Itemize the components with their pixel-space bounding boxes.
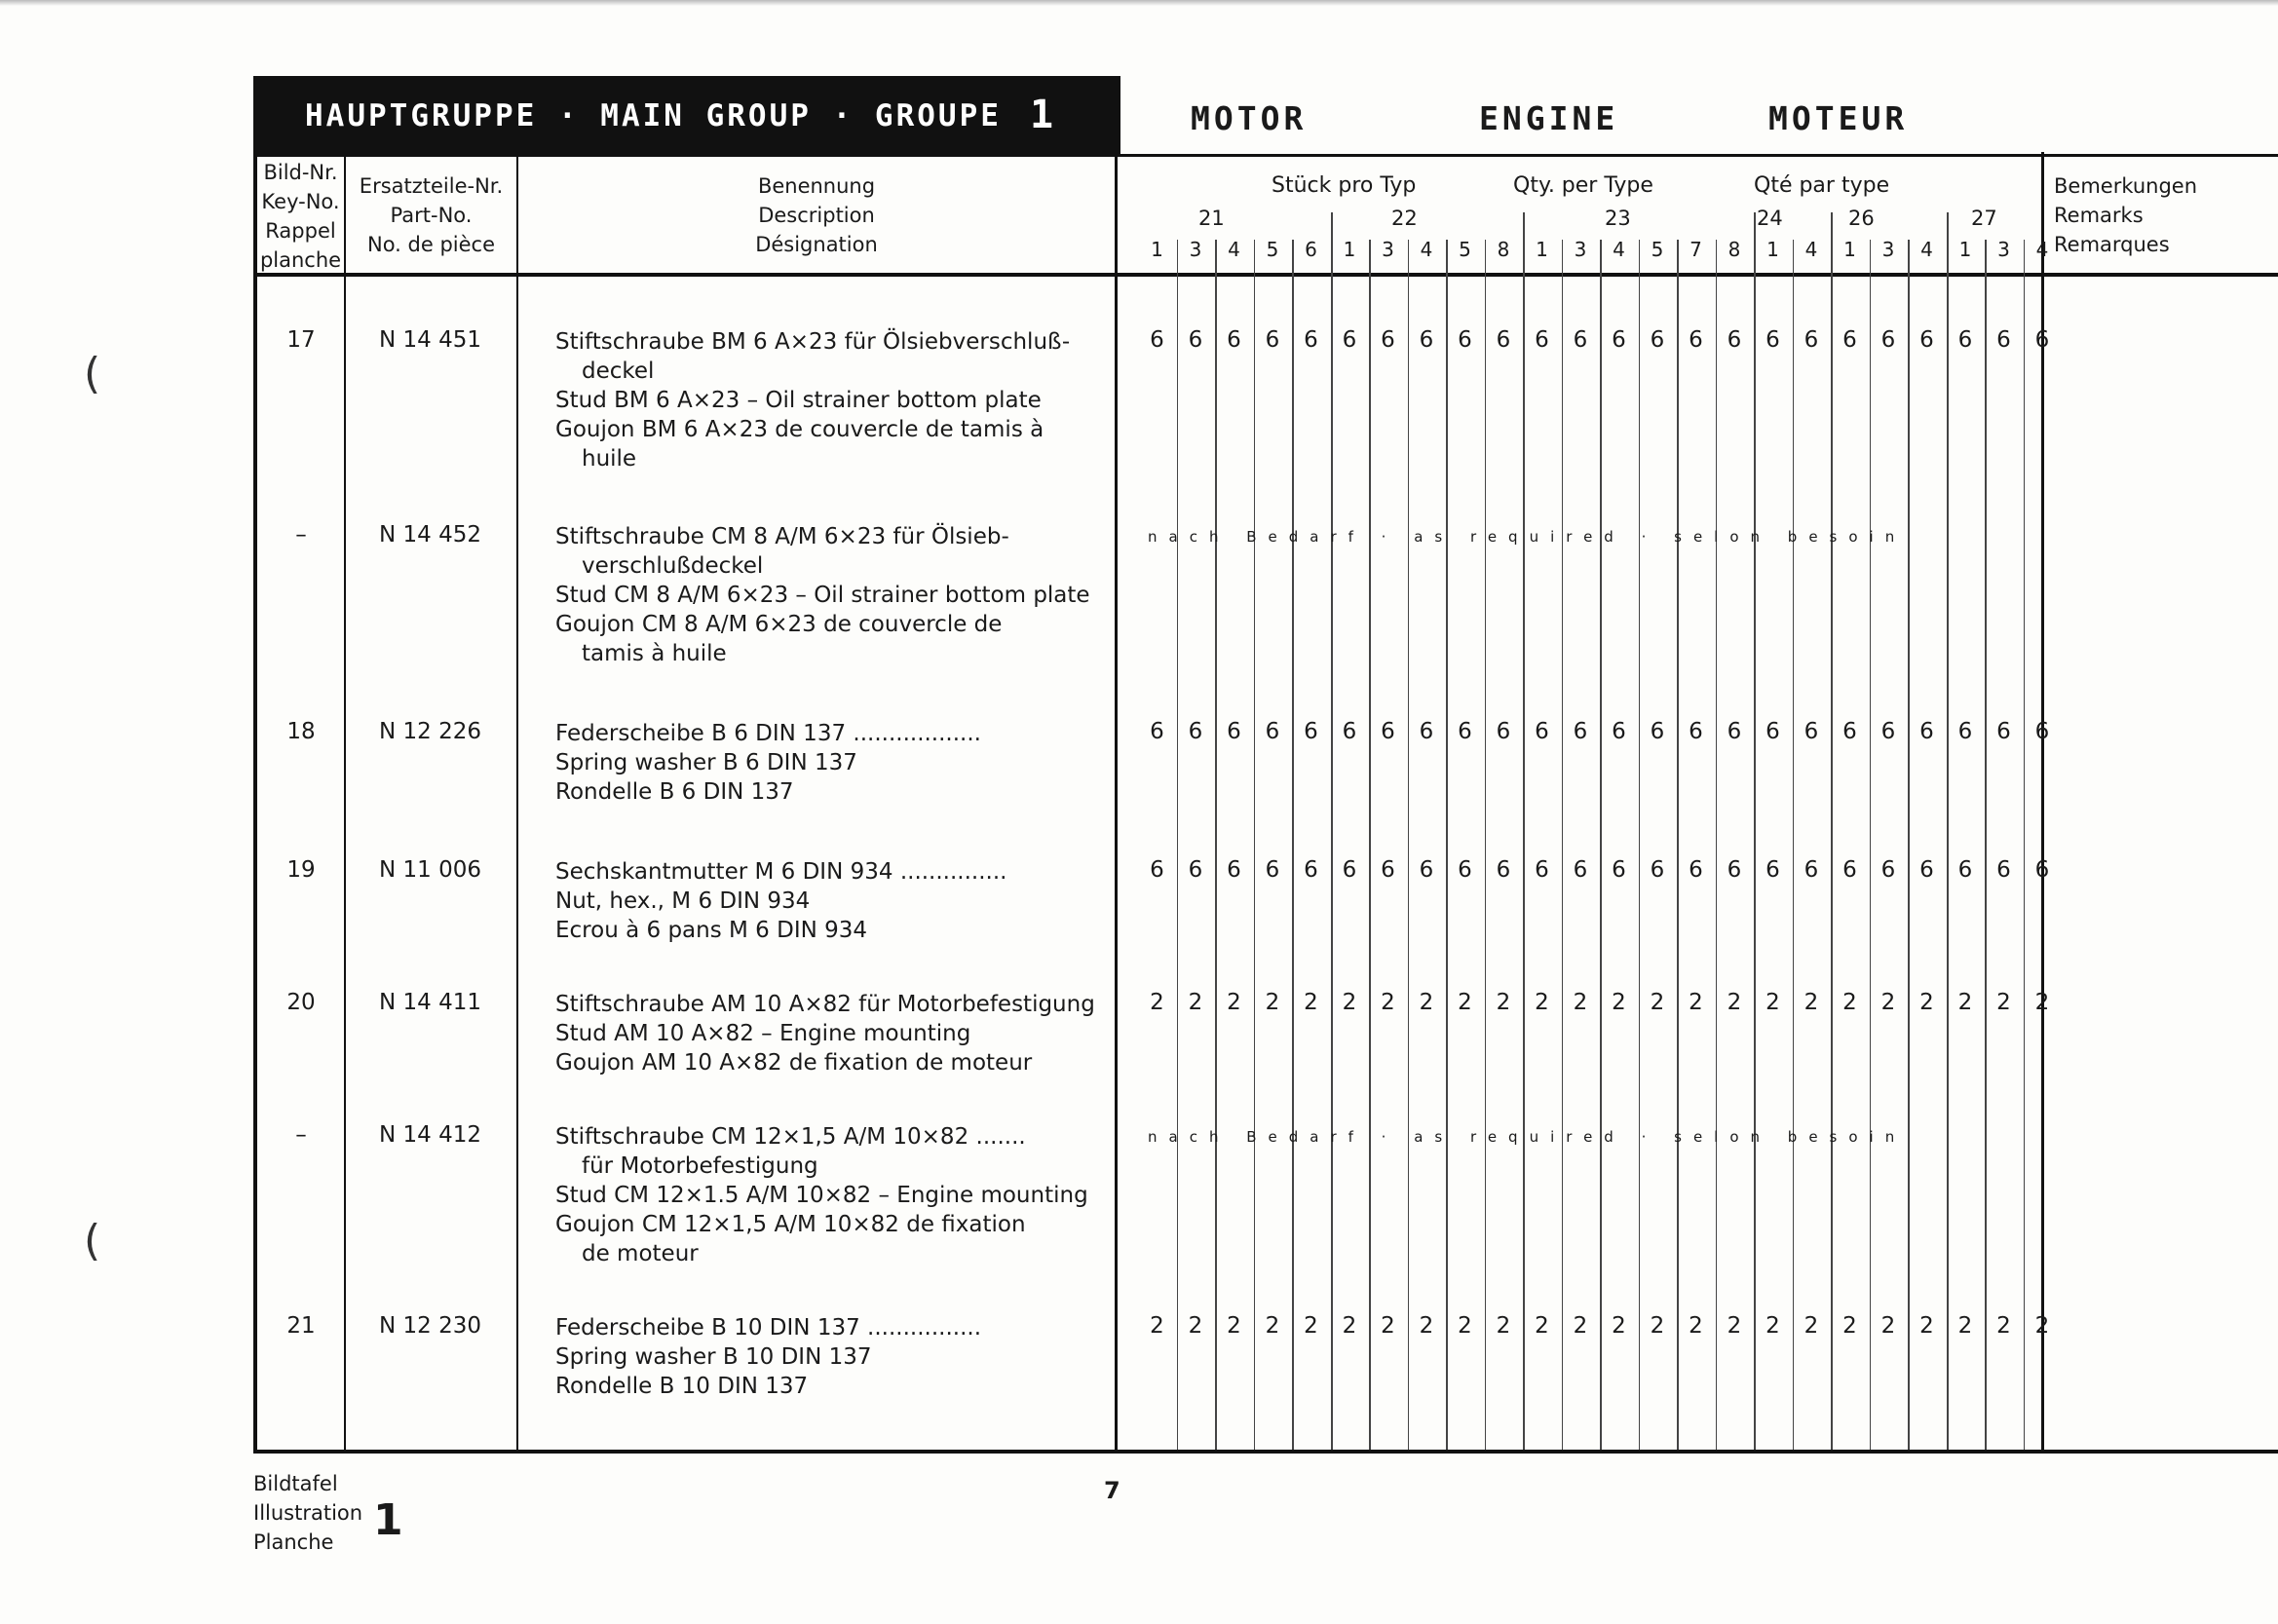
quantity-cell: 2 — [1803, 1313, 1819, 1339]
qty-header-de: Stück pro Typ — [1272, 173, 1417, 198]
sub-type-label: 1 — [1343, 238, 1356, 261]
description-line: Ecrou à 6 pans M 6 DIN 934 — [555, 918, 868, 943]
sub-type-label: 4 — [1613, 238, 1625, 261]
quantity-cell: 2 — [1689, 1313, 1703, 1339]
sub-type-label: 3 — [1382, 238, 1394, 261]
quantity-cell: 6 — [1265, 327, 1280, 353]
quantity-cell: 6 — [1496, 327, 1511, 353]
quantity-cell: 6 — [1880, 857, 1896, 883]
sub-type-label: 3 — [1574, 238, 1587, 261]
quantity-cell: 6 — [1227, 719, 1241, 744]
key-number: 17 — [286, 327, 316, 353]
qty-col-divider — [1177, 240, 1179, 1450]
quantity-cell: 6 — [1573, 857, 1588, 883]
column-head-rule — [253, 273, 2278, 277]
quantity-cell: 6 — [1535, 719, 1549, 744]
sub-type-label: 4 — [1420, 238, 1433, 261]
part-description — [555, 327, 1096, 473]
quantity-cell: 2 — [1304, 990, 1318, 1015]
description-line: tamis à huile — [582, 641, 727, 666]
quantity-cell: 6 — [1957, 327, 1973, 353]
sub-type-label: 4 — [1804, 238, 1818, 261]
quantity-cell: 2 — [1458, 1313, 1472, 1339]
quantity-cell: 6 — [1535, 327, 1549, 353]
quantity-cell: 2 — [1150, 1313, 1164, 1339]
part-description — [555, 522, 1096, 668]
part-number: N 14 451 — [379, 327, 481, 353]
quantity-cell: 6 — [1304, 857, 1318, 883]
description-line: Nut, hex., M 6 DIN 934 — [555, 888, 811, 914]
quantity-cell: 2 — [1419, 1313, 1434, 1339]
description-line: Stud CM 12×1.5 A/M 10×82 – Engine mounting — [555, 1183, 1088, 1208]
description-line: Sechskantmutter M 6 DIN 934 ............... — [555, 859, 1007, 885]
quantity-cell: 2 — [1842, 990, 1857, 1015]
quantity-cell: 2 — [1765, 990, 1780, 1015]
description-line: Federscheibe B 10 DIN 137 ................ — [555, 1315, 981, 1341]
key-col-header: Bild-Nr. Key-No. Rappel planche — [259, 161, 342, 272]
qty-col-divider — [1716, 240, 1718, 1450]
quantity-cell: 6 — [1573, 327, 1588, 353]
qty-col-divider — [1331, 212, 1333, 1450]
quantity-cell: 2 — [1304, 1313, 1318, 1339]
type-group-22: 22 — [1391, 207, 1418, 230]
quantity-cell: 6 — [1650, 857, 1665, 883]
group-number: 1 — [1030, 93, 1057, 137]
quantity-cell: 6 — [1689, 857, 1703, 883]
type-group-21: 21 — [1198, 207, 1225, 230]
quantity-cell: 6 — [1880, 719, 1896, 744]
qty-col-divider — [1254, 240, 1256, 1450]
as-required-note: nach Bedarf · as required · selon besoin — [1148, 1128, 1907, 1146]
scan-edge — [0, 0, 2278, 6]
quantity-cell: 6 — [1880, 327, 1896, 353]
description-line: Goujon CM 12×1,5 A/M 10×82 de fixation — [555, 1212, 1026, 1237]
sub-type-label: 5 — [1459, 238, 1471, 261]
quantity-cell: 2 — [1381, 990, 1395, 1015]
qty-col-divider — [1639, 240, 1641, 1450]
part-description — [555, 990, 1096, 1077]
quantity-cell: 6 — [1496, 857, 1511, 883]
key-number: – — [295, 522, 307, 548]
description-line: Stud AM 10 A×82 – Engine mounting — [555, 1021, 971, 1046]
quantity-cell: 2 — [1880, 990, 1896, 1015]
quantity-cell: 2 — [1919, 990, 1934, 1015]
title-de: MOTOR — [1191, 99, 1308, 137]
quantity-cell: 2 — [1496, 990, 1511, 1015]
quantity-cell: 6 — [1612, 857, 1626, 883]
quantity-cell: 6 — [1996, 327, 2011, 353]
part-number: N 14 452 — [379, 522, 481, 548]
quantity-cell: 6 — [1727, 857, 1742, 883]
key-number: 18 — [286, 719, 316, 744]
part-number: N 12 226 — [379, 719, 481, 744]
quantity-cell: 6 — [1381, 719, 1395, 744]
group-label: HAUPTGRUPPE · MAIN GROUP · GROUPE — [305, 98, 1002, 133]
quantity-cell: 2 — [1150, 990, 1164, 1015]
quantity-cell: 6 — [1188, 719, 1203, 744]
sub-type-label: 5 — [1651, 238, 1664, 261]
description-line: Goujon AM 10 A×82 de fixation de moteur — [555, 1050, 1033, 1076]
quantity-cell: 6 — [1419, 719, 1434, 744]
quantity-cell: 6 — [1765, 857, 1780, 883]
qty-col-divider — [1870, 240, 1872, 1450]
quantity-cell: 2 — [1727, 1313, 1742, 1339]
description-line: huile — [582, 446, 637, 472]
title-fr: MOTEUR — [1768, 99, 1909, 137]
quantity-cell: 6 — [1458, 719, 1472, 744]
quantity-cell: 6 — [1573, 719, 1588, 744]
description-line: Stiftschraube AM 10 A×82 für Motorbefestigung — [555, 992, 1095, 1017]
table-bottom-rule — [253, 1450, 2278, 1454]
quantity-cell: 6 — [1842, 857, 1857, 883]
quantity-cell: 2 — [1612, 990, 1626, 1015]
parts-table-sheet — [253, 76, 2278, 1452]
quantity-cell: 2 — [1689, 990, 1703, 1015]
type-group-27: 27 — [1971, 207, 1997, 230]
desc-col-header: Benennung Description Désignation — [755, 174, 878, 256]
quantity-cell: 2 — [1919, 1313, 1934, 1339]
main-group-banner — [253, 76, 1120, 156]
qty-header-en: Qty. per Type — [1513, 173, 1653, 198]
quantity-cell: 6 — [1496, 719, 1511, 744]
quantity-cell: 6 — [1919, 857, 1934, 883]
description-line: Stud CM 8 A/M 6×23 – Oil strainer bottom plate — [555, 583, 1090, 608]
description-line: Stiftschraube BM 6 A×23 für Ölsiebverschluß- — [555, 329, 1071, 355]
quantity-cell: 6 — [1689, 327, 1703, 353]
quantity-cell: 2 — [1227, 990, 1241, 1015]
quantity-cell: 2 — [1650, 990, 1665, 1015]
part-col-header: Ersatzteile-Nr. Part-No. No. de pièce — [359, 174, 504, 256]
quantity-cell: 6 — [1265, 719, 1280, 744]
quantity-cell: 2 — [1727, 990, 1742, 1015]
quantity-cell: 6 — [1458, 327, 1472, 353]
quantity-cell: 2 — [1342, 1313, 1357, 1339]
punch-hole-mark: ( — [84, 349, 101, 398]
quantity-cell: 2 — [1381, 1313, 1395, 1339]
qty-col-divider — [1754, 212, 1756, 1450]
page-number: 7 — [1104, 1477, 1120, 1504]
remarks-col-header: Bemerkungen Remarks Remarques — [2054, 174, 2198, 256]
quantity-cell: 6 — [1381, 857, 1395, 883]
quantity-cell: 6 — [1458, 857, 1472, 883]
col-divider — [516, 156, 518, 1452]
quantity-cell: 6 — [2034, 719, 2050, 744]
quantity-cell: 6 — [1381, 327, 1395, 353]
quantity-cell: 6 — [1765, 719, 1780, 744]
description-line: verschlußdeckel — [582, 553, 764, 579]
quantity-cell: 2 — [1957, 990, 1973, 1015]
quantity-cell: 6 — [1342, 327, 1357, 353]
quantity-cell: 2 — [2034, 990, 2050, 1015]
quantity-cell: 2 — [1996, 990, 2011, 1015]
quantity-cell: 2 — [1419, 990, 1434, 1015]
sub-type-label: 1 — [1958, 238, 1972, 261]
quantity-cell: 6 — [1765, 327, 1780, 353]
quantity-cell: 6 — [1650, 327, 1665, 353]
quantity-cell: 6 — [1996, 857, 2011, 883]
quantity-cell: 6 — [1188, 327, 1203, 353]
quantity-cell: 2 — [1188, 990, 1203, 1015]
qty-col-divider — [1600, 240, 1602, 1450]
qty-col-divider — [1215, 240, 1217, 1450]
part-number: N 11 006 — [379, 857, 481, 883]
qty-col-divider — [1831, 212, 1833, 1450]
quantity-cell: 6 — [1803, 327, 1819, 353]
type-group-26: 26 — [1848, 207, 1875, 230]
quantity-cell: 2 — [1573, 990, 1588, 1015]
qty-col-divider — [1562, 240, 1564, 1450]
quantity-cell: 2 — [1265, 1313, 1280, 1339]
qty-col-divider — [1369, 240, 1371, 1450]
quantity-cell: 6 — [1919, 719, 1934, 744]
plate-label: Bildtafel Illustration Planche — [253, 1472, 363, 1554]
sub-type-label: 1 — [1151, 238, 1163, 261]
quantity-cell: 6 — [1650, 719, 1665, 744]
qty-col-divider — [1485, 240, 1487, 1450]
quantity-cell: 6 — [1419, 857, 1434, 883]
quantity-cell: 6 — [1342, 719, 1357, 744]
quantity-cell: 2 — [1996, 1313, 2011, 1339]
sub-type-label: 1 — [1843, 238, 1856, 261]
qty-col-divider — [1793, 240, 1795, 1450]
description-line: Stiftschraube CM 12×1,5 A/M 10×82 ....... — [555, 1124, 1026, 1150]
quantity-cell: 2 — [1458, 990, 1472, 1015]
punch-hole-mark: ( — [84, 1216, 101, 1265]
quantity-cell: 2 — [1265, 990, 1280, 1015]
quantity-cell: 6 — [2034, 327, 2050, 353]
quantity-cell: 6 — [1996, 719, 2011, 744]
part-description — [555, 1122, 1096, 1268]
type-group-24: 24 — [1757, 207, 1783, 230]
type-group-23: 23 — [1605, 207, 1631, 230]
key-number: – — [295, 1122, 307, 1148]
part-number: N 14 412 — [379, 1122, 481, 1148]
quantity-cell: 6 — [1265, 857, 1280, 883]
description-line: Spring washer B 6 DIN 137 — [555, 750, 857, 775]
description-line: für Motorbefestigung — [582, 1153, 818, 1179]
sub-type-label: 3 — [1881, 238, 1895, 261]
sub-type-label: 8 — [1727, 238, 1741, 261]
quantity-cell: 2 — [1650, 1313, 1665, 1339]
quantity-cell: 2 — [1612, 1313, 1626, 1339]
quantity-cell: 2 — [1957, 1313, 1973, 1339]
quantity-cell: 6 — [1957, 857, 1973, 883]
qty-col-divider — [1408, 240, 1410, 1450]
key-number: 21 — [286, 1313, 316, 1339]
header-rule — [253, 154, 2278, 157]
quantity-cell: 6 — [1304, 719, 1318, 744]
quantity-cell: 6 — [1188, 857, 1203, 883]
qty-col-divider — [1908, 240, 1910, 1450]
description-line: Spring washer B 10 DIN 137 — [555, 1344, 872, 1370]
quantity-cell: 6 — [1919, 327, 1934, 353]
qty-col-divider — [1677, 240, 1679, 1450]
qty-col-divider — [1292, 240, 1294, 1450]
quantity-cell: 6 — [1727, 719, 1742, 744]
quantity-cell: 2 — [1880, 1313, 1896, 1339]
qty-header-fr: Qté par type — [1754, 173, 1890, 198]
description-line: Federscheibe B 6 DIN 137 .................. — [555, 721, 981, 746]
qty-col-divider — [1947, 212, 1949, 1450]
quantity-cell: 2 — [1803, 990, 1819, 1015]
description-line: Goujon BM 6 A×23 de couvercle de tamis à — [555, 417, 1044, 442]
part-description — [555, 857, 1096, 945]
part-description — [555, 1313, 1096, 1401]
sub-type-label: 1 — [1766, 238, 1779, 261]
quantity-cell: 2 — [1535, 1313, 1549, 1339]
part-number: N 14 411 — [379, 990, 481, 1015]
part-description — [555, 719, 1096, 807]
quantity-cell: 2 — [1573, 1313, 1588, 1339]
description-line: Stiftschraube CM 8 A/M 6×23 für Ölsieb- — [555, 524, 1009, 549]
quantity-cell: 2 — [2034, 1313, 2050, 1339]
quantity-cell: 6 — [1150, 719, 1164, 744]
description-line: Rondelle B 6 DIN 137 — [555, 779, 794, 805]
key-number: 20 — [286, 990, 316, 1015]
key-number: 19 — [286, 857, 316, 883]
quantity-cell: 6 — [1150, 857, 1164, 883]
quantity-cell: 6 — [1612, 719, 1626, 744]
sub-type-label: 6 — [1305, 238, 1317, 261]
sub-type-label: 8 — [1497, 238, 1510, 261]
sub-type-label: 4 — [1920, 238, 1933, 261]
description-line: Stud BM 6 A×23 – Oil strainer bottom plate — [555, 388, 1042, 413]
quantity-cell: 6 — [1535, 857, 1549, 883]
quantity-cell: 6 — [1612, 327, 1626, 353]
sub-type-label: 7 — [1690, 238, 1702, 261]
quantity-cell: 2 — [1496, 1313, 1511, 1339]
sub-type-label: 3 — [1189, 238, 1202, 261]
qty-col-divider — [2024, 240, 2026, 1450]
description-line: deckel — [582, 359, 655, 384]
quantity-cell: 6 — [1727, 327, 1742, 353]
sub-type-label: 4 — [1228, 238, 1240, 261]
quantity-cell: 2 — [1842, 1313, 1857, 1339]
sub-type-label: 4 — [2035, 238, 2049, 261]
description-line: Rondelle B 10 DIN 137 — [555, 1374, 809, 1399]
title-en: ENGINE — [1479, 99, 1619, 137]
quantity-cell: 6 — [1304, 327, 1318, 353]
description-line: de moteur — [582, 1241, 699, 1266]
quantity-cell: 6 — [1957, 719, 1973, 744]
quantity-cell: 6 — [1803, 719, 1819, 744]
description-line: Goujon CM 8 A/M 6×23 de couvercle de — [555, 612, 1003, 637]
part-number: N 12 230 — [379, 1313, 481, 1339]
quantity-cell: 6 — [1419, 327, 1434, 353]
quantity-cell: 2 — [1227, 1313, 1241, 1339]
sub-type-label: 5 — [1266, 238, 1279, 261]
quantity-cell: 6 — [1342, 857, 1357, 883]
as-required-note: nach Bedarf · as required · selon besoin — [1148, 528, 1907, 546]
plate-number: 1 — [373, 1495, 403, 1545]
quantity-cell: 6 — [1842, 719, 1857, 744]
quantity-cell: 6 — [1842, 327, 1857, 353]
quantity-cell: 2 — [1342, 990, 1357, 1015]
sub-type-label: 3 — [1997, 238, 2010, 261]
quantity-cell: 2 — [1765, 1313, 1780, 1339]
qty-col-divider — [1523, 212, 1525, 1450]
quantity-cell: 6 — [1150, 327, 1164, 353]
quantity-cell: 6 — [1689, 719, 1703, 744]
sub-type-label: 1 — [1536, 238, 1548, 261]
quantity-cell: 6 — [2034, 857, 2050, 883]
quantity-cell: 6 — [1803, 857, 1819, 883]
table-left-border — [253, 76, 257, 1454]
quantity-cell: 2 — [1535, 990, 1549, 1015]
qty-col-divider — [1446, 240, 1448, 1450]
col-divider — [1115, 156, 1118, 1452]
quantity-cell: 6 — [1227, 857, 1241, 883]
quantity-cell: 2 — [1188, 1313, 1203, 1339]
qty-col-divider — [1985, 240, 1987, 1450]
quantity-cell: 6 — [1227, 327, 1241, 353]
